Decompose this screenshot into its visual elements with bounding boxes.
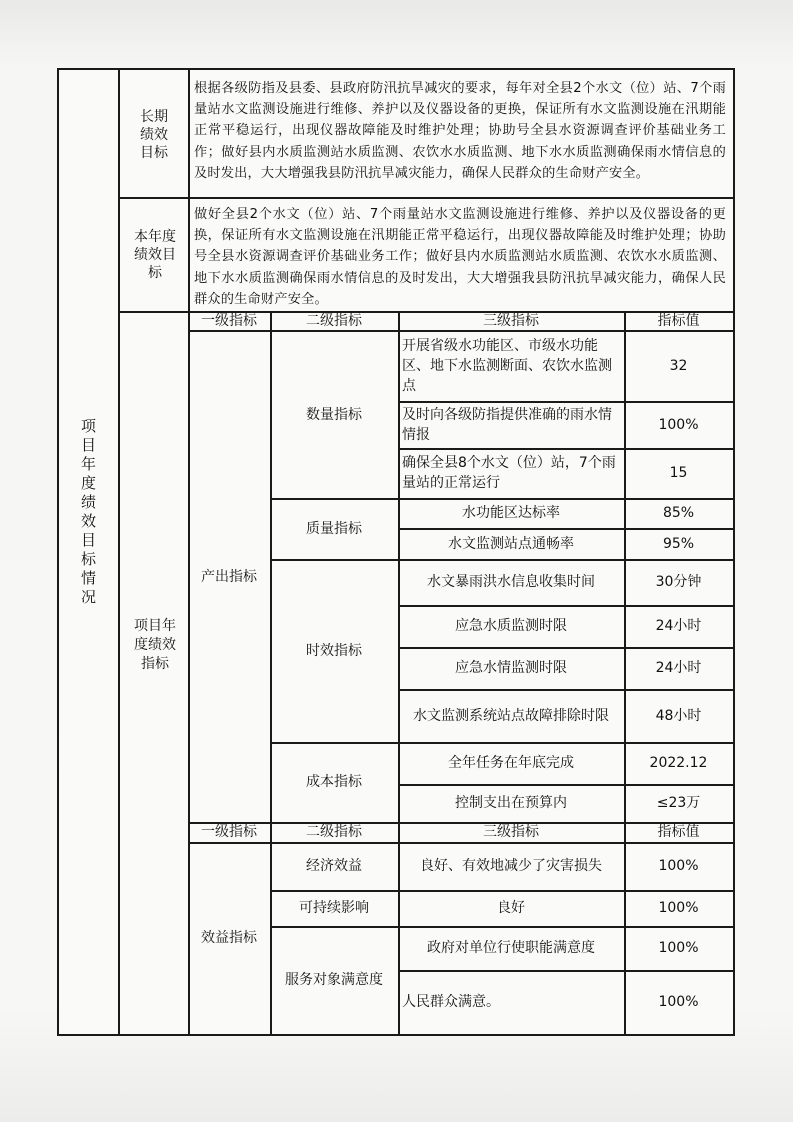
timeliness-row-1-value: 30分钟 [655,574,702,590]
quantity-indicator-label: 数量指标 [306,406,362,423]
quantity-row-3-value: 15 [669,465,688,481]
timeliness-row-4-name: 水文监测系统站点故障排除时限 [413,707,609,724]
sustainable-impact-label: 可持续影响 [299,900,369,916]
timeliness-row-2-value: 24小时 [655,618,702,634]
timeliness-row-3-value: 24小时 [655,660,702,676]
long-term-goal-text: 根据各级防指及县委、县政府防汛抗旱减灾的要求，每年对全县2个水文（位）站、7个雨量站水文监测设施进行维修、养护以及仪器设备的更换，保证所有水文监测设施在汛期能正常平稳运行，出现仪器故障能及时维护处理；协助号全县水资源调查评价基础业务工作；做好县内水质监测站水质监测、农饮水水质监测、地下水水质监测确保雨水情信息的及时发出，大大增强我县防汛抗旱减灾能力，确保人民群众的生命财产安全。 [194,81,726,181]
quantity-row-2-name: 及时向各级防指提供准确的雨水情情报 [402,406,612,443]
economic-benefit-value: 100% [658,858,699,874]
cost-row-2-name: 控制支出在预算内 [455,795,567,811]
satisfaction-row-2-name: 人民群众满意。 [402,994,500,1010]
annual-goal-label: 本年度绩效目标 [134,229,176,281]
economic-benefit-label: 经济效益 [306,858,362,874]
quality-row-1-name: 水功能区达标率 [462,505,560,521]
satisfaction-label: 服务对象满意度 [285,972,383,988]
satisfaction-row-1-value: 100% [658,940,699,956]
economic-benefit-name: 良好、有效地减少了灾害损失 [420,858,602,874]
row-line-long [118,197,733,199]
quality-indicator-label: 质量指标 [306,520,362,537]
timeliness-row-4-value: 48小时 [655,707,702,724]
cost-row-2-value: ≤23万 [656,795,701,811]
header-level3: 三级指标 [483,313,539,329]
section-title: 项目年度绩效目标情况 [79,418,97,608]
cost-indicator-label: 成本指标 [306,774,362,790]
output-indicator-label: 产出指标 [201,568,257,585]
header-level2: 二级指标 [306,313,362,329]
col-line-1 [118,70,120,1034]
header-value: 指标值 [657,313,700,329]
timeliness-row-1-name: 水文暴雨洪水信息收集时间 [427,574,595,590]
annual-goal-text: 做好全县2个水文（位）站、7个雨量站水文监测设施进行维修、养护以及仪器设备的更换，保证所有水文监测设施在汛期能正常平稳运行，出现仪器故障能及时维护处理；协助号全县水资源调查评价基础业务工作；做好县内水质监测站水质监测、农饮水水质监测、地下水水质监测确保雨水情信息的及时发出，大大增强我县防汛抗旱减灾能力，确保人民群众的生命财产安全。 [194,207,726,307]
header-level1: 一级指标 [201,313,257,329]
timeliness-indicator-label: 时效指标 [306,642,362,659]
quality-row-1-value: 85% [662,505,695,521]
header2-level1: 一级指标 [201,824,257,840]
performance-table [57,68,735,1036]
benefit-indicator-label: 效益指标 [201,930,257,946]
quality-row-2-name: 水文监测站点通畅率 [448,535,574,552]
sustainable-impact-value: 100% [658,900,699,916]
quantity-row-3-name: 确保全县8个水文（位）站，7个雨量站的正常运行 [402,455,616,491]
header2-level2: 二级指标 [306,824,362,840]
quantity-row-1-value: 32 [669,358,688,374]
header2-value: 指标值 [657,824,700,840]
cost-row-1-name: 全年任务在年底完成 [448,755,574,771]
satisfaction-row-2-value: 100% [658,994,699,1010]
quantity-row-2-value: 100% [658,416,699,433]
cost-row-1-value: 2022.12 [649,755,708,771]
timeliness-row-3-name: 应急水情监测时限 [455,660,567,676]
header2-level3: 三级指标 [483,824,539,840]
satisfaction-row-1-name: 政府对单位行使职能满意度 [427,940,595,956]
timeliness-row-2-name: 应急水质监测时限 [455,618,567,634]
sustainable-impact-name: 良好 [497,900,525,916]
quantity-row-1-name: 开展省级水功能区、市级水功能区、地下水监测断面、农饮水监测点 [402,338,612,394]
long-term-goal-label: 长期绩效目标 [140,109,168,161]
quality-row-2-value: 95% [662,535,695,552]
indicators-label: 项目年度绩效指标 [134,617,176,672]
